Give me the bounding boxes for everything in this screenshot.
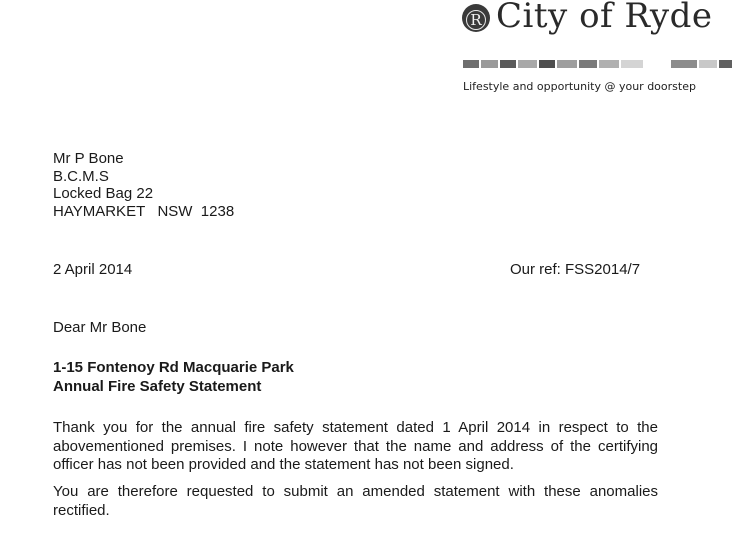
stripe-segment <box>719 60 732 68</box>
letter-date: 2 April 2014 <box>53 261 133 278</box>
recipient-address <box>53 150 234 220</box>
stripe-segment <box>481 60 498 68</box>
address-line: Locked Bag 22 <box>53 185 154 202</box>
stripe-segment <box>671 60 697 68</box>
city-of-ryde-logo-icon <box>462 4 490 32</box>
organisation-name: City of Ryde <box>496 0 713 36</box>
stripe-segment <box>699 60 717 68</box>
subject-title: Annual Fire Safety Statement <box>53 378 262 395</box>
stripe-segment <box>500 60 516 68</box>
stripe-segment <box>539 60 555 68</box>
logo-letter: R <box>466 10 486 30</box>
letterhead-stripe <box>463 60 732 68</box>
address-line: HAYMARKET NSW 1238 <box>53 202 235 220</box>
body-paragraph-1: Thank you for the annual fire safety statement dated 1 April 2014 in respect to the abovementioned premises. I note however that the name and address of the certifying officer has not been provided and the statement has not been signed. <box>53 419 658 473</box>
address-line: Mr P Bone <box>53 150 124 167</box>
subject-address: 1-15 Fontenoy Rd Macquarie Park <box>53 359 294 376</box>
tagline: Lifestyle and opportunity @ your doorstep <box>463 80 696 93</box>
address-line: B.C.M.S <box>53 167 109 185</box>
stripe-segment <box>579 60 597 68</box>
stripe-segment <box>518 60 537 68</box>
subject-heading <box>53 358 294 396</box>
stripe-segment <box>463 60 479 68</box>
stripe-segment <box>599 60 619 68</box>
stripe-segment <box>557 60 577 68</box>
stripe-segment <box>621 60 643 68</box>
reference-number: Our ref: FSS2014/7 <box>510 261 641 278</box>
body-paragraph-2: You are therefore requested to submit an amended statement with these anomalies rectified. <box>53 483 658 519</box>
salutation: Dear Mr Bone <box>53 319 147 336</box>
stripe-segment <box>645 60 669 68</box>
